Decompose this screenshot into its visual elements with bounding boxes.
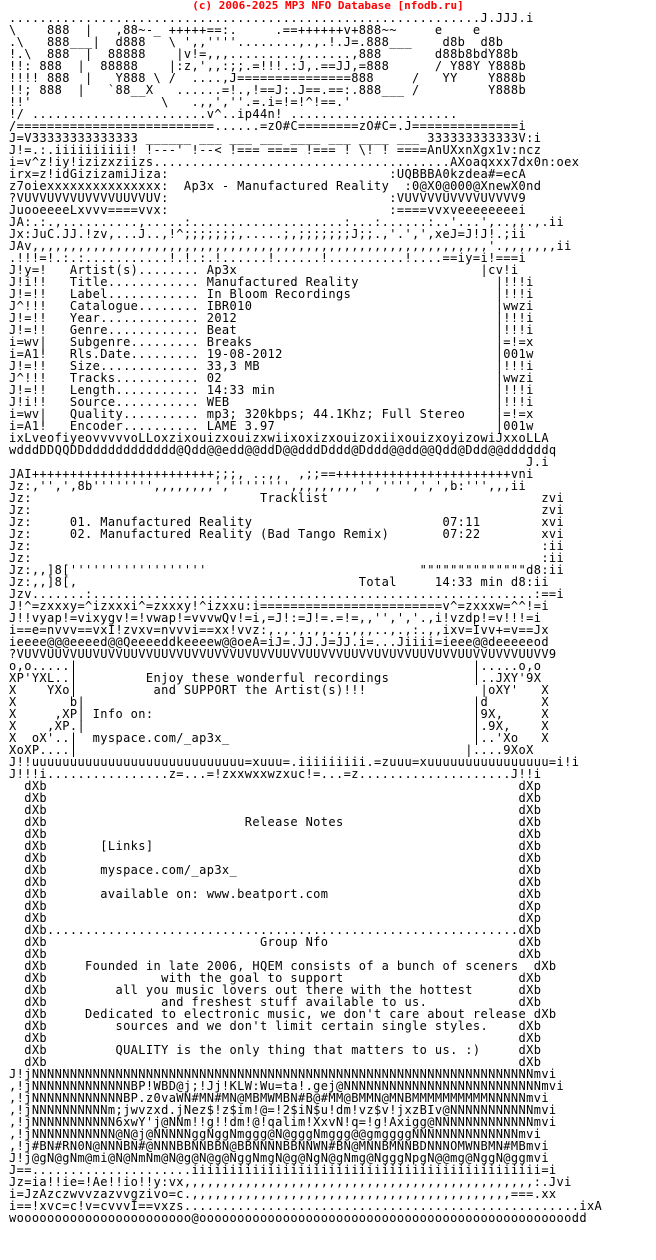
nfo-line: Jz:,'',',8b'''''''',,,,,,,,','''''''',,,,,,,,,'','''',',',b:''',,,ii	[9, 479, 527, 493]
nfo-line: !.\ 888 | 88888 |v!=,,,.........,......,888 d88b8bdY88b	[9, 47, 519, 61]
nfo-line: J^!!! Tracks........... 02 |wwzi	[9, 371, 534, 385]
nfo-line: ?VUVVUVVVUVVVVUUVVUV: :VUVVVVUVVVVUVVVV9	[9, 191, 527, 205]
nfo-line: Jz:,,]8[, Total 14:33 min d8:ii	[9, 575, 549, 589]
nfo-line: ..............................................................J.JJJ.i	[9, 11, 534, 25]
nfo-line: Jz: 01. Manufactured Reality 07:11 xvi	[9, 515, 565, 529]
nfo-line: Jz: :ii	[9, 551, 565, 565]
nfo-line: ?VUVVUUVVUUVUVVUUVVUUVVUVVUVVVUVUVVUUVVUUVVVUUVVUVUVVUUVUVVUUVVUVVVUUVV9	[9, 647, 557, 661]
nfo-line: JA:.:.,..........,.....:....................:...:......:..'...',..,,.,.ii	[9, 215, 565, 229]
nfo-line: dXb with the goal to support dXb	[9, 971, 542, 985]
nfo-line: dXb dXb	[9, 791, 542, 805]
nfo-line: .\ 888___| d888 \ ',,''''........,.,.!.J=.888___ d8b d8b	[9, 35, 504, 49]
site-banner: (c) 2006-2025 MP3 NFO Database [nfodb.ru]	[192, 0, 464, 12]
nfo-line: irx=z!idGizizamiJiza: :UQBBBA0kzdea#=ecA	[9, 167, 527, 181]
nfo-line: dXb dXb	[9, 827, 542, 841]
nfo-line: !!' \ .,,',''.=.i=!=!^!==.'	[9, 95, 352, 109]
nfo-line: dXb dXb	[9, 851, 542, 865]
nfo-line: J==.....................iiiiiiiiiiiiiiiiiiiiiiiiiiiiiiiiiiiiiiiiiiiiii=i	[9, 1163, 557, 1177]
nfo-line: z7oiexxxxxxxxxxxxxxx: Ap3x - Manufactured Reality :0@X0@000@XnewX0nd	[9, 179, 542, 193]
nfo-line: J!!vyap!=vixygv!=!vwap!=vvvwQv!=i,=J!:=J!=.=!=,,'',','.,i!vzdp!=v!!!=i	[9, 611, 542, 625]
nfo-line: dXb Release Notes dXb	[9, 815, 542, 829]
nfo-line: J!y=! Artist(s)........ Ap3x |cv!i	[9, 263, 519, 277]
nfo-line: J!=!! Label............ In Bloom Recordings |!!!i	[9, 287, 534, 301]
nfo-line: J!!!i................z=...=!zxxwxxwzxuc!=...=z....................J!!i	[9, 767, 542, 781]
nfo-line: \ 888 | ,88~-_ +++++==:. .==++++++v+888~~ e e	[9, 23, 481, 37]
nfo-line: dXb QUALITY is the only thing that matters to us. :) dXb	[9, 1043, 542, 1057]
nfo-line: i==e=nvvv==vxI!zvxv=nvvvi==xx!vvz:,.,.,.,,.,.,,,..,.,:.,,ixv=Ivv+=v==Jx	[9, 623, 549, 637]
nfo-line: J^!!! Catalogue........ IBR010 |wwzi	[9, 299, 534, 313]
nfo-line: ,!jNNNNNNNNNNNNNBP!WBD@j;!Jj!KLW:Wu=ta!.gej@NNNNNNNNNNNNNNNNNNNNNNNNNNmvi	[9, 1079, 565, 1093]
nfo-line: wdddDDQQDDdddddddddddd@Qdd@@edd@@ddD@@dddDddd@Dddd@@dd@@Qdd@Ddd@@ddddddq	[9, 443, 557, 457]
nfo-line: dXb [Links] dXb	[9, 839, 542, 853]
nfo-line: i==!xvc=c!v=cvvvI==vxzs....................................................ixA	[9, 1199, 603, 1213]
nfo-line: dXb all you music lovers out there with the hottest dXb	[9, 983, 542, 997]
nfo-line: dXb dXp	[9, 779, 542, 793]
nfo-line: ,!j#BN#RN0N@NNNBN#@NNNBBNNBBN@BBNNNNBBNNWN#BN@MNNBMNNBDNNNOMWNBMN#MBmvi	[9, 1139, 549, 1153]
nfo-line: !!; 888 | `88__X ......=!.,!==J:.J==.==:.888___ / Y888b	[9, 83, 527, 97]
nfo-text	[9, 12, 602, 1224]
nfo-line: J!i!! Title............ Manufactured Reality |!!!i	[9, 275, 534, 289]
nfo-line: Jz=ia!!ie=!Ae!!io!!y:vx,,,,,,,,,,,,,,,,,,,,,,,,,,,,,,,,,,,,,,,,,,,,,,:.Jvi	[9, 1175, 572, 1189]
nfo-line: X ,XP| Info on: |9X, X	[9, 707, 549, 721]
nfo-line: X b| |d X	[9, 695, 549, 709]
nfo-line: dXb dXb	[9, 803, 542, 817]
nfo-line: Jz: 02. Manufactured Reality (Bad Tango Remix) 07:22 xvi	[9, 527, 565, 541]
nfo-line: XP'YXL..| Enjoy these wonderful recordings |..JXY'9X	[9, 671, 542, 685]
nfo-line: XoXP....| |....9XoX	[9, 743, 534, 757]
nfo-line: dXb dXb	[9, 1031, 542, 1045]
nfo-line: X oX'..| myspace.com/_ap3x_ |..'Xo X	[9, 731, 549, 745]
nfo-line: dXb dXb	[9, 947, 542, 961]
nfo-line: dXb dXp	[9, 899, 542, 913]
nfo-line: JuooeeeeLxvvv====vvx: :====vvxveeeeeeeei	[9, 203, 527, 217]
nfo-line: ,!jNNNNNNNNNNN@N@j@NNNNNggNggNmggg@N@gggNmggg@@gmggggNNNNNNNNNNNNNNmvi	[9, 1127, 542, 1141]
nfo-line: dXb Founded in late 2006, HQEM consists of a bunch of sceners dXb	[9, 959, 557, 973]
nfo-line: J=V33333333333333 ______ ___ ___ ___ ____ ___ ____ ___ 333333333333V:i	[9, 131, 542, 145]
nfo-line: Jz: :ii	[9, 539, 565, 553]
nfo-line: JAv,,,,,,,,,,,,,,,,,,,,,,,,,,,,,,,,,,,,,,,,,,,,,,,,,,,,,,,,,,,,'.,,,,,,,ii	[9, 239, 572, 253]
nfo-line: J!^=zxxxy=^izxxxi^=zxxxy!^izxxu:i========================v^=zxxxw=^^!=i	[9, 599, 549, 613]
nfo-line: Jx:JuC.JJ.!zv,...J..,!^;;;;;;;,.....;,;;;;;;;J;;.,'.',',xeJ=J!J!.;ii	[9, 227, 527, 241]
nfo-line: Jz:,,]8['''''''''''''''''' """"""""""""""d8:ii	[9, 563, 565, 577]
nfo-line: Jzv.......:..........................................................:==i	[9, 587, 565, 601]
nfo-line: dXb dXp	[9, 911, 542, 925]
nfo-line: J!=!! Year............. 2012 |!!!i	[9, 311, 534, 325]
nfo-line: dXb sources and we don't limit certain single styles. dXb	[9, 1019, 542, 1033]
nfo-line: .!!!=!.:.:...........!.!.:.!......!......!..........!....==iy=i!===i	[9, 251, 527, 265]
nfo-line: Jz: zvi	[9, 503, 565, 517]
nfo-line: X ,XP.| |.9X, X	[9, 719, 549, 733]
nfo-line: J!i!! Source........... WEB |!!!i	[9, 395, 534, 409]
nfo-line: J!!uuuuuuuuuuuuuuuuuuuuuuuuuuuu=xuuu=.iiiiiiiii.=zuuu=xuuuuuuuuuuuuuuuu=i!i	[9, 755, 580, 769]
nfo-line: wooooooooooooooooooooooo@ooooooooooooooooooooooooooooooooooooooooooooooooodd	[9, 1211, 587, 1225]
nfo-line: !/ .......................v^..ip44n! ......................	[9, 107, 458, 121]
nfo-line: i=JzAzczwvvzazvvgzivo=c.,,,,,,,,,,,,,,,,,,,,,,,,,,,,,,,,,,,,,,,,,,===.xx	[9, 1187, 557, 1201]
nfo-line: J!=!! Length........... 14:33 min |!!!i	[9, 383, 534, 397]
nfo-line: dXb available on: www.beatport.com dXb	[9, 887, 542, 901]
nfo-line: dXb dXb	[9, 875, 542, 889]
nfo-line: dXb dXb	[9, 1055, 542, 1069]
nfo-line: dXb Group Nfo dXb	[9, 935, 542, 949]
nfo-line: Jz: Tracklist zvi	[9, 491, 565, 505]
nfo-line: J!=!! Genre............ Beat |!!!i	[9, 323, 534, 337]
nfo-line: ixLveofiyeovvvvvoLLoxzixouizxouizxwiixoxizxouizoxiixouizxoyizowiJxxoLLA	[9, 431, 549, 445]
nfo-line: J!j@gN@gNm@mi@N@NmNm@N@g@N@g@NggNmgN@g@NgN@gNmg@NgggNpgN@@mg@NggN@ggmvi	[9, 1151, 549, 1165]
nfo-line: dXb Dedicated to electronic music, we don't care about release dXb	[9, 1007, 557, 1021]
nfo-line: i=A1! Rls.Date......... 19-08-2012 |001w	[9, 347, 534, 361]
nfo-line: !!: 888 | 88888 |:z,',,:;;.=!!!.:J,.==JJ,=888 / Y88Y Y888b	[9, 59, 527, 73]
nfo-line: i=A1! Encoder.......... LAME 3.97 |001w	[9, 419, 534, 433]
nfo-line: dXb..............................................................dXb	[9, 923, 542, 937]
nfo-line: J!=.:.iiiiiiiiii! !---' !--< !=== ==== !=== ! \! ! ====AnUXxnXgx1v:ncz	[9, 143, 542, 157]
nfo-line: dXb myspace.com/_ap3x_ dXb	[9, 863, 542, 877]
nfo-line: /==========================......=zO#C========zO#C=.J==============i	[9, 119, 527, 133]
nfo-line: i=wv| Subgenre......... Breaks |=!=x	[9, 335, 534, 349]
nfo-line: i=v^z!iy!izizxziizs.......................................AXoaqxxx7dx0n:oex	[9, 155, 580, 169]
nfo-line: ,!jNNNNNNNNNNm;jwvzxd.jNez$!z$im!@=!2$iN$u!dm!vz$v!jxzBIv@NNNNNNNNNNNmvi	[9, 1103, 557, 1117]
nfo-line: ieeee@@@eeeed@@Qeeeeddkeeeew@@oeA=iJ=.JJ.J=JJ.i=...Jiiii=ieee@@deeeeeod	[9, 635, 549, 649]
nfo-line: J!=!! Size............. 33,3 MB |!!!i	[9, 359, 534, 373]
nfo-line: dXb and freshest stuff available to us. dXb	[9, 995, 542, 1009]
nfo-line: o,o.....| |.....o,o	[9, 659, 542, 673]
nfo-line: ,!jNNNNNNNNNNNNBP.z0vaWN#MN#MN@MBMWMBN#B@#MM@BMMN@MNBMMMMMMMMMMNNNNNmvi	[9, 1091, 549, 1105]
nfo-line: X YXo| and SUPPORT the Artist(s)!!! |oXY' X	[9, 683, 549, 697]
nfo-line: J.i	[9, 455, 549, 469]
nfo-line: J!jNNNNNNNNNNNNNNNNNNNNNNNNNNNNNNNNNNNNNNNNNNNNNNNNNNNNNNNNNNNNNNNNNNmvi	[9, 1067, 557, 1081]
nfo-line: i=wv| Quality.......... mp3; 320kbps; 44.1Khz; Full Stereo |=!=x	[9, 407, 534, 421]
nfo-line: ,!jNNNNNNNNNNN6xwY'j@NNm!!g!!dm!@!qalim!XxvN!q=!g!Axigg@NNNNNNNNNNNNNmvi	[9, 1115, 557, 1129]
nfo-line: !!!! 888 | Y888 \ / ....,J===============888 / YY Y888b	[9, 71, 527, 85]
nfo-line: JAI++++++++++++++++++++++++;;;, ..,, ,;;==+++++++++++++++++++++++vni	[9, 467, 534, 481]
